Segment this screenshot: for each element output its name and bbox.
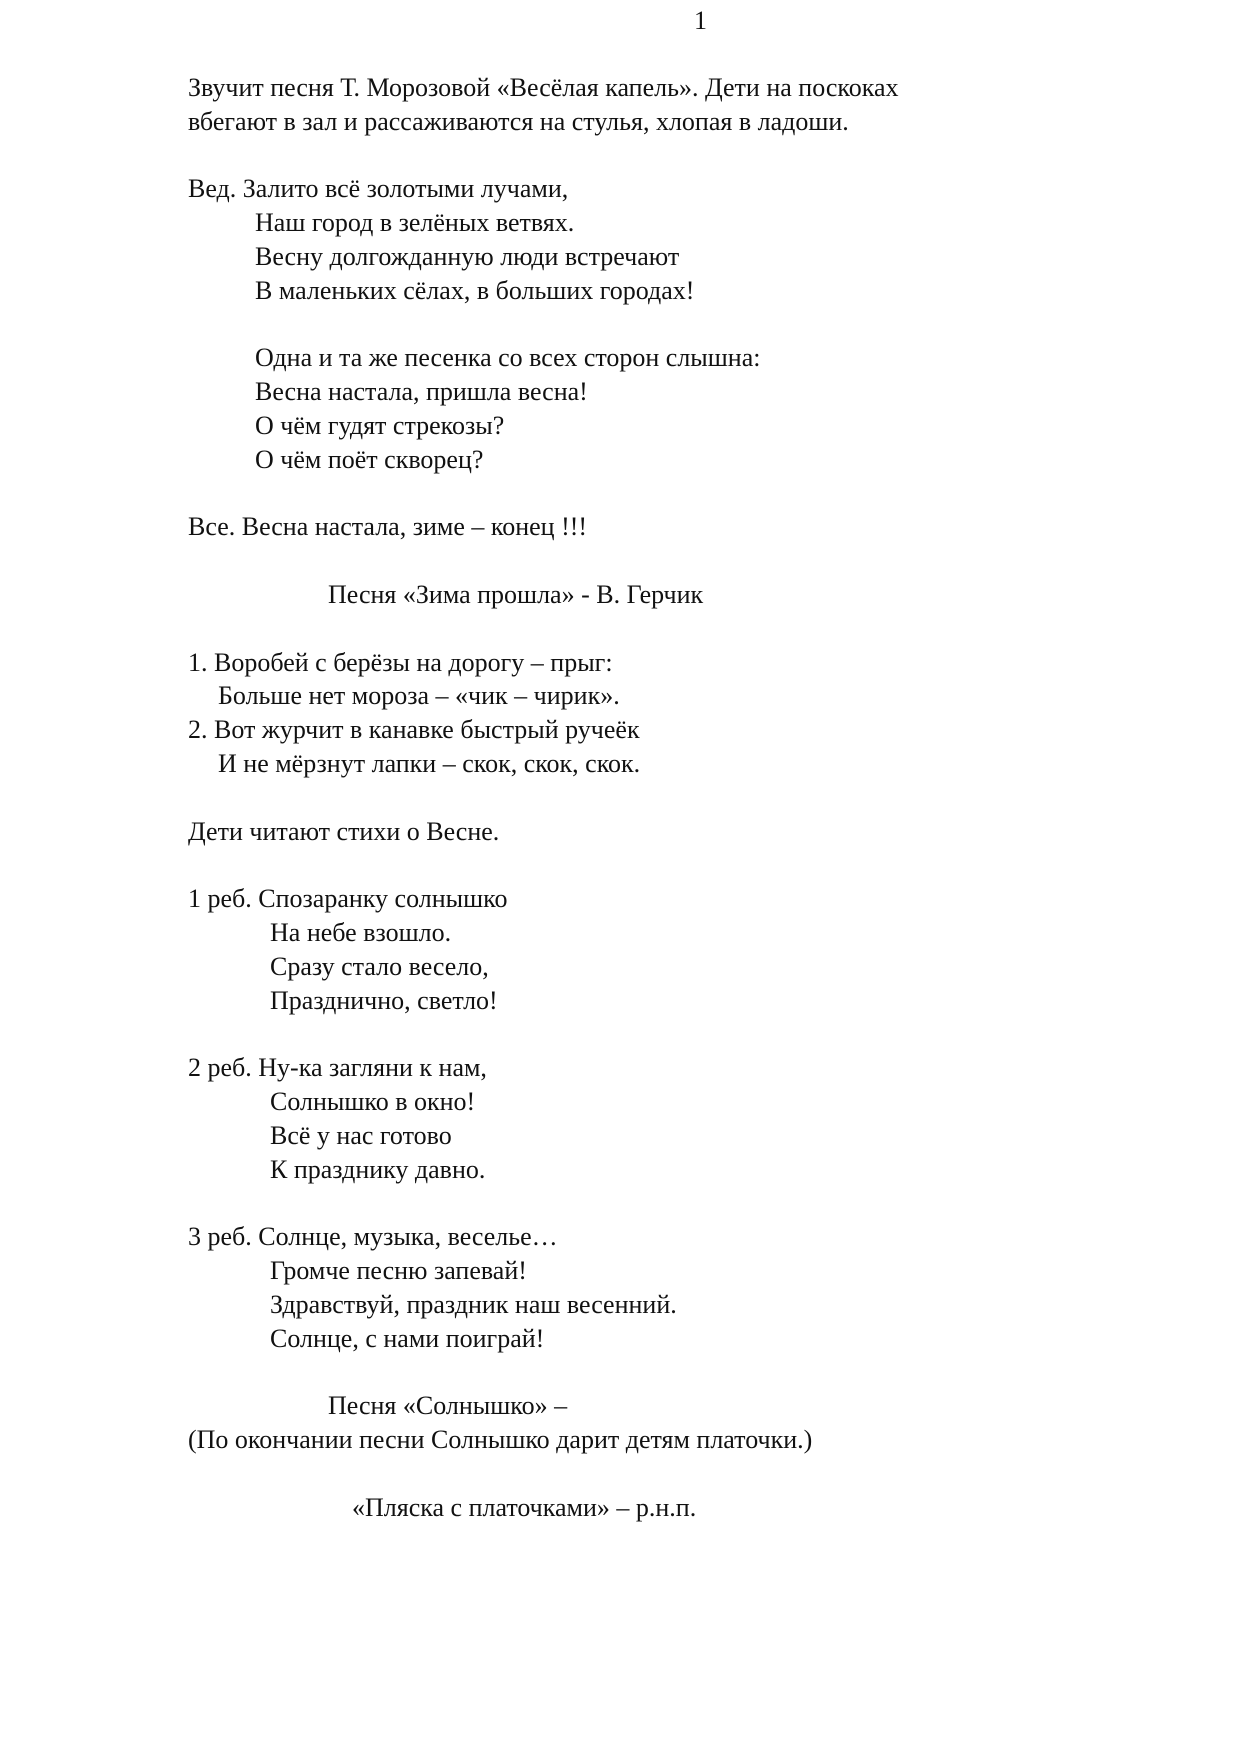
child1-line: 1 реб. Спозаранку солнышко (188, 884, 508, 913)
ved-line: О чём поёт скворец? (255, 445, 484, 474)
child3-line: Солнце, с нами поиграй! (270, 1324, 545, 1353)
child1-line: Празднично, светло! (270, 986, 498, 1015)
dance-title: «Пляска с платочками» – р.н.п. (352, 1493, 697, 1522)
ved-line: Весна настала, пришла весна! (255, 377, 588, 406)
child3-line: Здравствуй, праздник наш весенний. (270, 1290, 677, 1319)
ved-line: О чём гудят стрекозы? (255, 411, 505, 440)
child2-line: Солнышко в окно! (270, 1087, 476, 1116)
page-number: 1 (694, 6, 707, 35)
song-title: Песня «Солнышко» – (328, 1391, 568, 1420)
ved-line: Весну долгожданную люди встречают (255, 242, 680, 271)
intro-line: Звучит песня Т. Морозовой «Весёлая капель». Дети на поскоках (188, 73, 899, 102)
poems-intro: Дети читают стихи о Весне. (188, 817, 500, 846)
ved-line: Вед. Залито всё золотыми лучами, (188, 174, 569, 203)
child3-line: Громче песню запевай! (270, 1256, 527, 1285)
song-line: 2. Вот журчит в канавке быстрый ручеёк (188, 715, 640, 744)
song-note: (По окончании песни Солнышко дарит детям платочки.) (188, 1425, 813, 1454)
child1-line: На небе взошло. (270, 918, 452, 947)
song-line: 1. Воробей с берёзы на дорогу – прыг: (188, 648, 613, 677)
intro-line: вбегают в зал и рассаживаются на стулья, хлопая в ладоши. (188, 107, 849, 136)
all-line: Все. Весна настала, зиме – конец !!! (188, 512, 588, 541)
song-line: И не мёрзнут лапки – скок, скок, скок. (218, 749, 641, 778)
ved-line: Одна и та же песенка со всех сторон слышна: (255, 343, 761, 372)
song-title: Песня «Зима прошла» - В. Герчик (328, 580, 704, 609)
child3-line: 3 реб. Солнце, музыка, веселье… (188, 1222, 558, 1251)
song-line: Больше нет мороза – «чик – чирик». (218, 681, 620, 710)
child2-line: Всё у нас готово (270, 1121, 452, 1150)
ved-line: В маленьких сёлах, в больших городах! (255, 276, 695, 305)
ved-line: Наш город в зелёных ветвях. (255, 208, 575, 237)
child2-line: К празднику давно. (270, 1155, 486, 1184)
child1-line: Сразу стало весело, (270, 952, 489, 981)
child2-line: 2 реб. Ну-ка загляни к нам, (188, 1053, 487, 1082)
